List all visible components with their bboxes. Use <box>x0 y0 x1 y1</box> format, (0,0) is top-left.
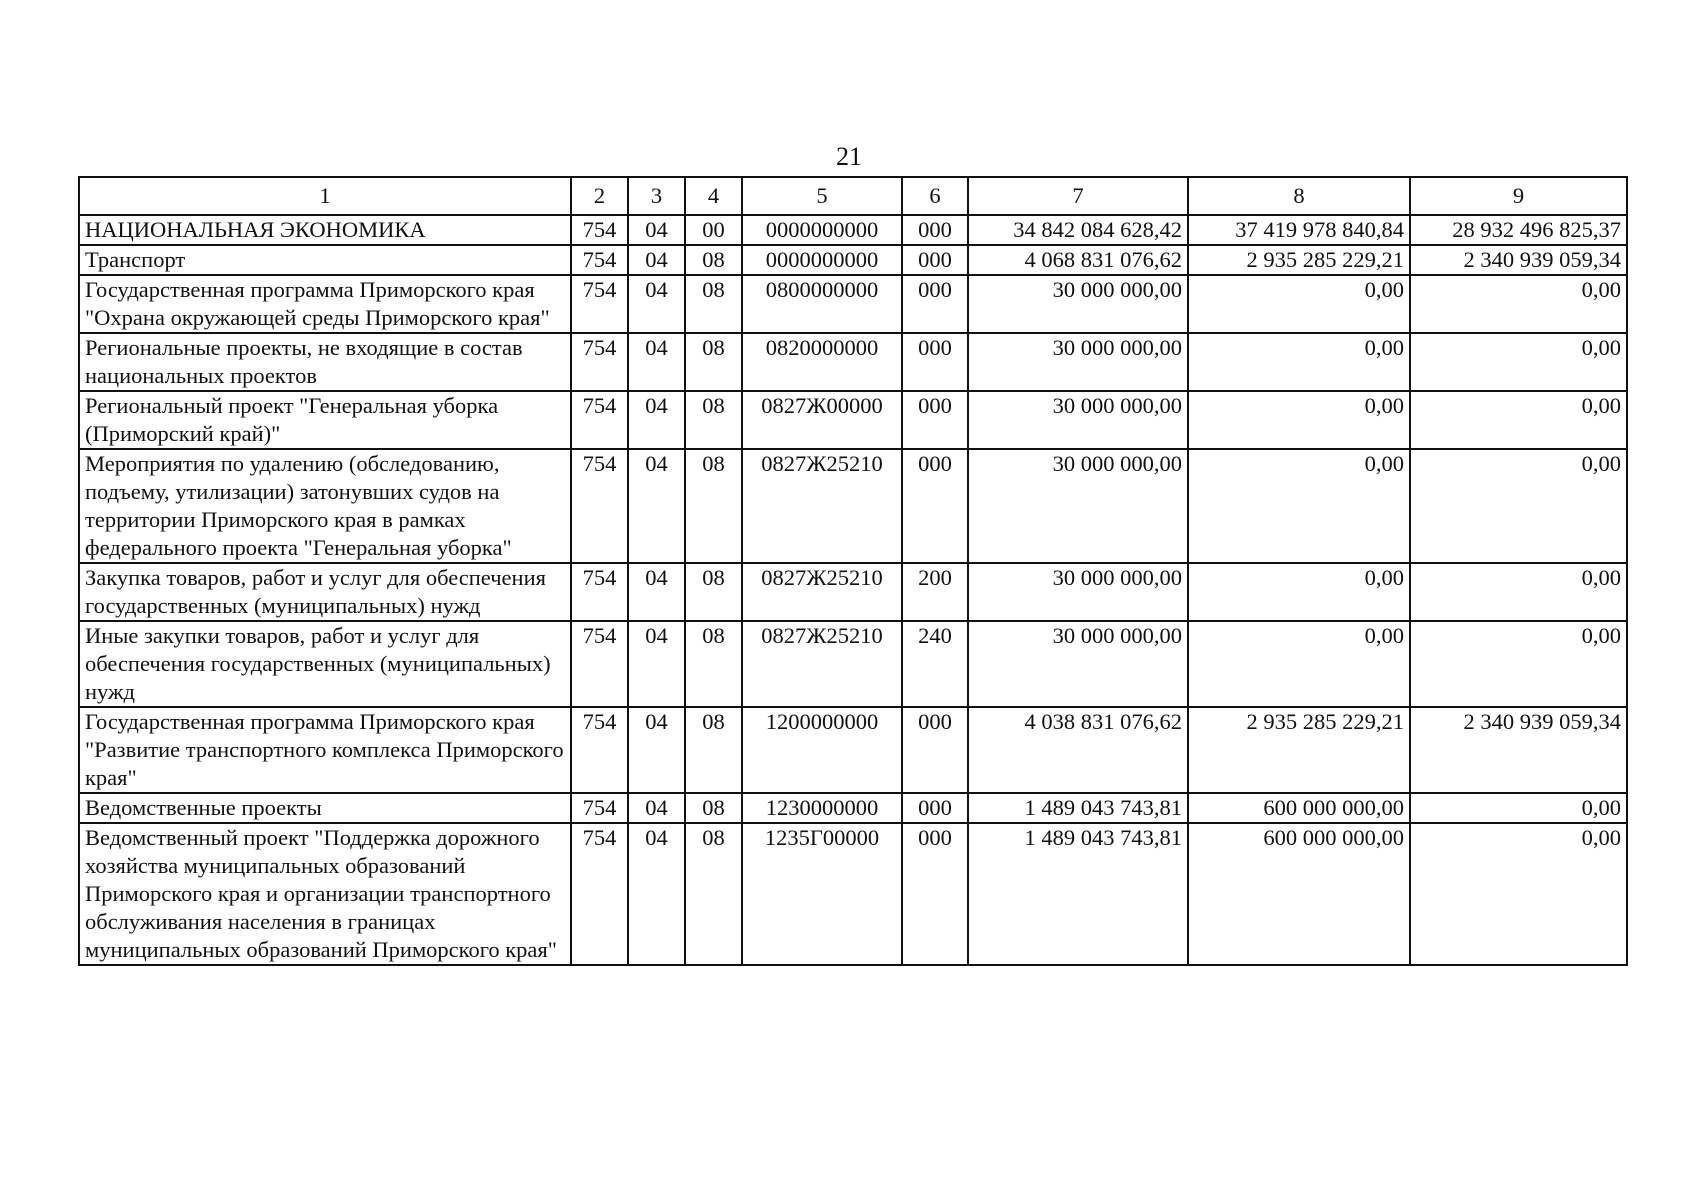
row-col-2: 754 <box>571 245 628 275</box>
row-sum-9: 0,00 <box>1410 333 1627 391</box>
row-name: Ведомственный проект "Поддержка дорожного хозяйства муниципальных образований Приморского края и организации транспортного обслуживания населения в границах муниципальных образований Приморского края" <box>79 823 571 965</box>
row-sum-9: 0,00 <box>1410 823 1627 965</box>
row-col-3: 04 <box>628 275 685 333</box>
row-col-5: 0800000000 <box>742 275 902 333</box>
row-col-2: 754 <box>571 793 628 823</box>
row-col-6: 000 <box>902 275 968 333</box>
row-sum-8: 0,00 <box>1188 275 1410 333</box>
row-sum-8: 0,00 <box>1188 391 1410 449</box>
row-sum-8: 0,00 <box>1188 621 1410 707</box>
row-col-6: 000 <box>902 391 968 449</box>
row-name: НАЦИОНАЛЬНАЯ ЭКОНОМИКА <box>79 215 571 245</box>
header-cell: 9 <box>1410 177 1627 215</box>
row-col-2: 754 <box>571 621 628 707</box>
row-col-2: 754 <box>571 563 628 621</box>
row-col-5: 0820000000 <box>742 333 902 391</box>
row-sum-9: 0,00 <box>1410 391 1627 449</box>
row-col-6: 200 <box>902 563 968 621</box>
row-col-4: 08 <box>685 823 742 965</box>
table-row <box>79 621 1627 707</box>
row-name: Государственная программа Приморского края "Охрана окружающей среды Приморского края" <box>79 275 571 333</box>
row-col-5: 0000000000 <box>742 215 902 245</box>
row-sum-9: 2 340 939 059,34 <box>1410 245 1627 275</box>
row-col-5: 1230000000 <box>742 793 902 823</box>
row-col-3: 04 <box>628 793 685 823</box>
row-col-4: 08 <box>685 449 742 563</box>
table-row <box>79 245 1627 275</box>
row-sum-9: 0,00 <box>1410 563 1627 621</box>
row-name: Государственная программа Приморского края "Развитие транспортного комплекса Приморского края" <box>79 707 571 793</box>
row-col-4: 08 <box>685 245 742 275</box>
table-row <box>79 707 1627 793</box>
row-col-2: 754 <box>571 215 628 245</box>
header-cell: 7 <box>968 177 1188 215</box>
header-cell: 2 <box>571 177 628 215</box>
row-sum-8: 2 935 285 229,21 <box>1188 707 1410 793</box>
row-col-4: 08 <box>685 621 742 707</box>
table-row <box>79 449 1627 563</box>
table-row <box>79 333 1627 391</box>
row-col-3: 04 <box>628 449 685 563</box>
row-sum-7: 4 068 831 076,62 <box>968 245 1188 275</box>
row-sum-7: 30 000 000,00 <box>968 275 1188 333</box>
row-col-4: 08 <box>685 333 742 391</box>
row-col-3: 04 <box>628 823 685 965</box>
row-col-5: 0827Ж25210 <box>742 563 902 621</box>
row-col-2: 754 <box>571 333 628 391</box>
page-number: 21 <box>836 142 862 171</box>
table-row <box>79 275 1627 333</box>
row-col-2: 754 <box>571 707 628 793</box>
row-name: Транспорт <box>79 245 571 275</box>
row-sum-8: 0,00 <box>1188 333 1410 391</box>
row-col-5: 1235Г00000 <box>742 823 902 965</box>
row-sum-9: 2 340 939 059,34 <box>1410 707 1627 793</box>
budget-table <box>78 176 1628 966</box>
row-col-4: 08 <box>685 563 742 621</box>
row-col-2: 754 <box>571 449 628 563</box>
row-col-5: 0827Ж00000 <box>742 391 902 449</box>
row-col-4: 00 <box>685 215 742 245</box>
row-col-6: 240 <box>902 621 968 707</box>
row-col-3: 04 <box>628 245 685 275</box>
row-sum-8: 0,00 <box>1188 449 1410 563</box>
row-sum-7: 30 000 000,00 <box>968 449 1188 563</box>
row-col-2: 754 <box>571 823 628 965</box>
row-col-2: 754 <box>571 391 628 449</box>
header-cell: 3 <box>628 177 685 215</box>
row-col-4: 08 <box>685 793 742 823</box>
row-sum-9: 28 932 496 825,37 <box>1410 215 1627 245</box>
row-sum-7: 1 489 043 743,81 <box>968 823 1188 965</box>
header-cell: 5 <box>742 177 902 215</box>
row-col-5: 1200000000 <box>742 707 902 793</box>
row-name: Мероприятия по удалению (обследованию, подъему, утилизации) затонувших судов на территории Приморского края в рамках федерального проекта "Генеральная уборка" <box>79 449 571 563</box>
row-col-6: 000 <box>902 707 968 793</box>
row-col-2: 754 <box>571 275 628 333</box>
row-sum-8: 37 419 978 840,84 <box>1188 215 1410 245</box>
row-name: Ведомственные проекты <box>79 793 571 823</box>
row-col-5: 0827Ж25210 <box>742 621 902 707</box>
row-name: Региональные проекты, не входящие в состав национальных проектов <box>79 333 571 391</box>
header-cell: 1 <box>79 177 571 215</box>
row-sum-8: 600 000 000,00 <box>1188 823 1410 965</box>
row-sum-7: 30 000 000,00 <box>968 621 1188 707</box>
row-col-6: 000 <box>902 333 968 391</box>
header-cell: 4 <box>685 177 742 215</box>
row-sum-8: 2 935 285 229,21 <box>1188 245 1410 275</box>
row-col-3: 04 <box>628 333 685 391</box>
row-name: Закупка товаров, работ и услуг для обеспечения государственных (муниципальных) нужд <box>79 563 571 621</box>
table-row <box>79 823 1627 965</box>
row-col-5: 0827Ж25210 <box>742 449 902 563</box>
row-col-6: 000 <box>902 449 968 563</box>
header-cell: 6 <box>902 177 968 215</box>
row-sum-9: 0,00 <box>1410 449 1627 563</box>
table-row <box>79 793 1627 823</box>
header-row <box>79 177 1627 215</box>
row-col-3: 04 <box>628 215 685 245</box>
table-body <box>79 215 1627 965</box>
row-col-4: 08 <box>685 391 742 449</box>
row-sum-9: 0,00 <box>1410 793 1627 823</box>
table-row <box>79 563 1627 621</box>
header-cell: 8 <box>1188 177 1410 215</box>
row-sum-7: 30 000 000,00 <box>968 333 1188 391</box>
row-col-4: 08 <box>685 707 742 793</box>
row-col-6: 000 <box>902 215 968 245</box>
row-col-4: 08 <box>685 275 742 333</box>
row-col-5: 0000000000 <box>742 245 902 275</box>
row-sum-7: 1 489 043 743,81 <box>968 793 1188 823</box>
row-sum-7: 30 000 000,00 <box>968 391 1188 449</box>
row-col-3: 04 <box>628 621 685 707</box>
row-col-3: 04 <box>628 707 685 793</box>
row-col-6: 000 <box>902 245 968 275</box>
table-row <box>79 215 1627 245</box>
row-sum-8: 0,00 <box>1188 563 1410 621</box>
row-sum-7: 34 842 084 628,42 <box>968 215 1188 245</box>
row-col-6: 000 <box>902 823 968 965</box>
row-sum-7: 4 038 831 076,62 <box>968 707 1188 793</box>
row-col-3: 04 <box>628 563 685 621</box>
row-name: Региональный проект "Генеральная уборка (Приморский край)" <box>79 391 571 449</box>
row-col-6: 000 <box>902 793 968 823</box>
row-sum-7: 30 000 000,00 <box>968 563 1188 621</box>
row-sum-9: 0,00 <box>1410 275 1627 333</box>
table-row <box>79 391 1627 449</box>
row-col-3: 04 <box>628 391 685 449</box>
row-sum-9: 0,00 <box>1410 621 1627 707</box>
row-name: Иные закупки товаров, работ и услуг для обеспечения государственных (муниципальных) нужд <box>79 621 571 707</box>
row-sum-8: 600 000 000,00 <box>1188 793 1410 823</box>
